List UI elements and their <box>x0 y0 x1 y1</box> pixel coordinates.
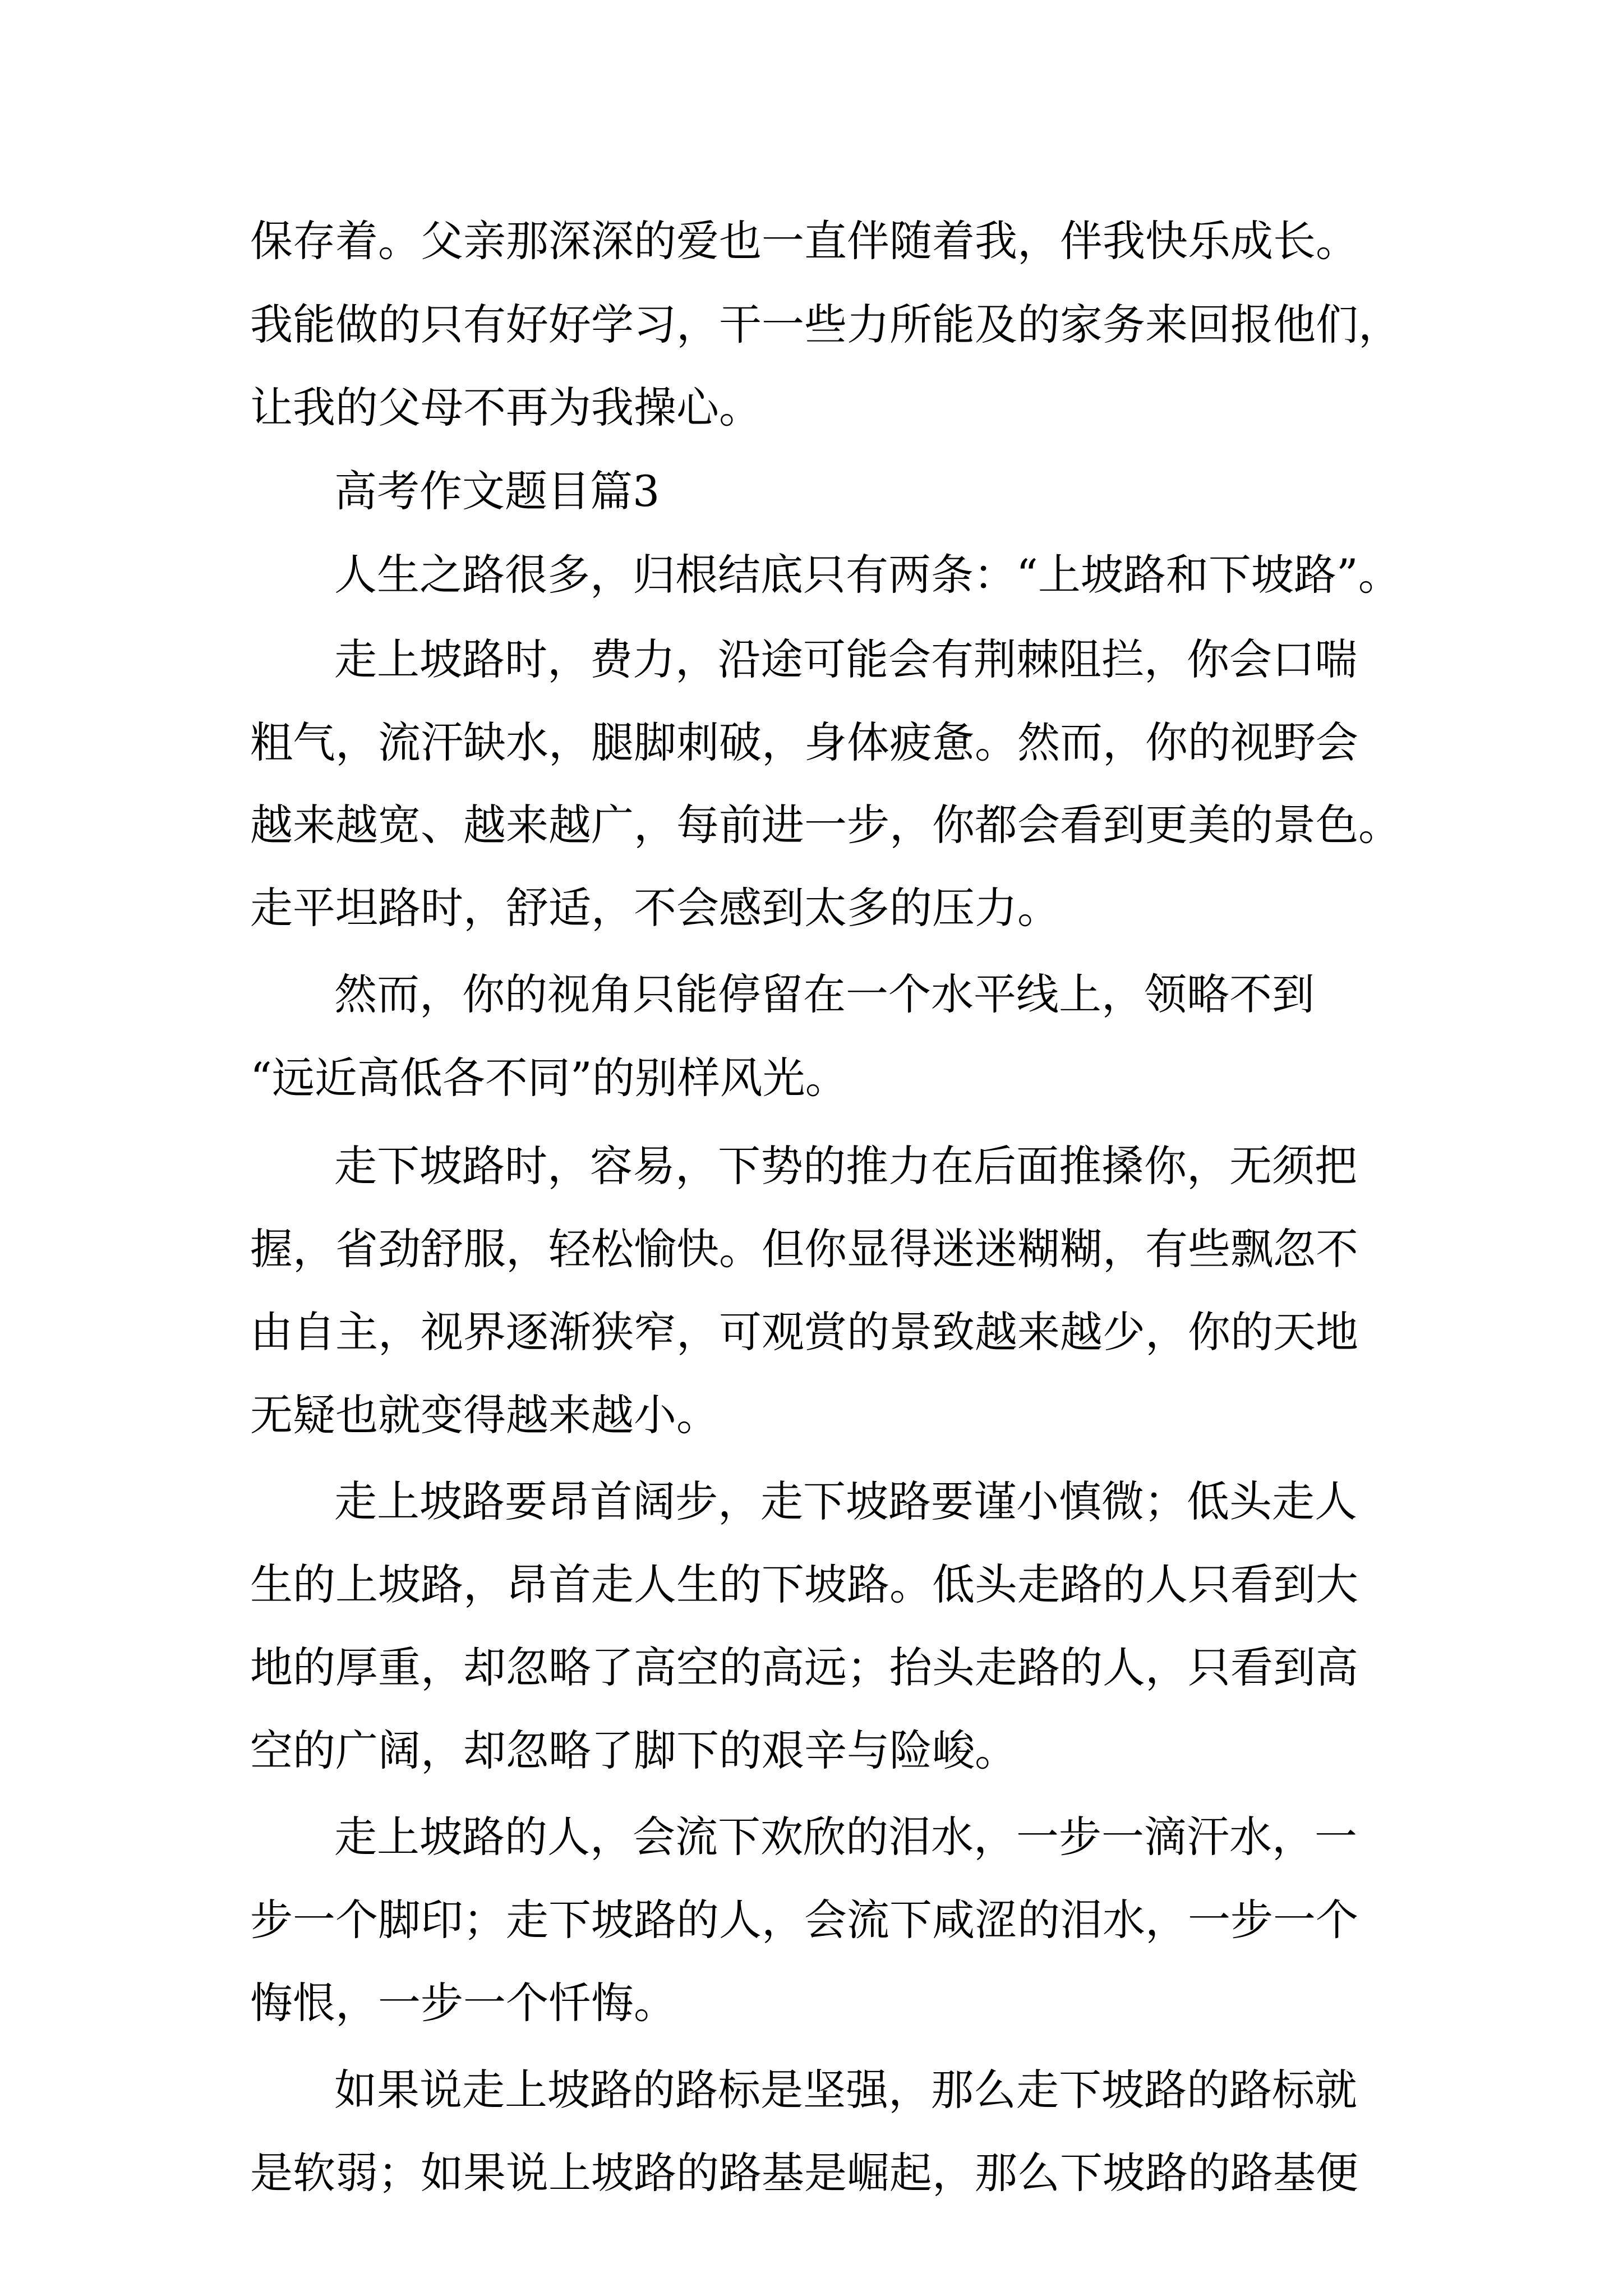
text-line: 保存着。父亲那深深的爱也一直伴随着我，伴我快乐成长。 <box>250 216 1358 266</box>
text-line: 空的广阔，却忽略了脚下的艰辛与险峻。 <box>250 1726 1017 1775</box>
text-line: 走平坦路时，舒适，不会感到太多的压力。 <box>250 883 1060 933</box>
text-line: 步一个脚印；走下坡路的人，会流下咸涩的泪水，一步一个 <box>250 1895 1358 1945</box>
text-line: 是软弱；如果说上坡路的路基是崛起，那么下坡路的路基便 <box>250 2148 1358 2198</box>
text-line: 悔恨，一步一个忏悔。 <box>250 1978 676 2028</box>
text-line: 然而，你的视角只能停留在一个水平线上，领略不到 <box>334 969 1315 1019</box>
text-line: 走上坡路要昂首阔步，走下坡路要谨小慎微；低头走人 <box>334 1476 1357 1526</box>
text-line: 由自主，视界逐渐狭窄，可观赏的景致越来越少，你的天地 <box>250 1307 1358 1357</box>
text-line: 生的上坡路，昂首走人生的下坡路。低头走路的人只看到大 <box>250 1559 1358 1609</box>
section-heading: 高考作文题目篇3 <box>334 466 660 516</box>
text-line: 粗气，流汗缺水，腿脚刺破，身体疲惫。然而，你的视野会 <box>250 717 1358 767</box>
text-line: “远近高低各不同”的别样风光。 <box>250 1053 848 1103</box>
text-line: 握，省劲舒服，轻松愉快。但你显得迷迷糊糊，有些飘忽不 <box>250 1224 1358 1274</box>
text-line: 人生之路很多，归根结底只有两条：“上坡路和下坡路”。 <box>334 550 1401 600</box>
text-line: 地的厚重，却忽略了高空的高远；抬头走路的人，只看到高 <box>250 1642 1358 1692</box>
text-line: 越来越宽、越来越广，每前进一步，你都会看到更美的景色。 <box>250 800 1401 850</box>
text-line: 走上坡路时，费力，沿途可能会有荆棘阻拦，你会口喘 <box>334 634 1357 684</box>
text-line: 无疑也就变得越来越小。 <box>250 1390 719 1440</box>
text-line: 走上坡路的人，会流下欢欣的泪水，一步一滴汗水，一 <box>334 1812 1357 1862</box>
text-line: 走下坡路时，容易，下势的推力在后面推搡你，无须把 <box>334 1141 1357 1191</box>
text-line: 如果说走上坡路的路标是坚强，那么走下坡路的路标就 <box>334 2065 1357 2115</box>
text-line: 让我的父母不再为我操心。 <box>250 383 762 432</box>
text-line: 我能做的只有好好学习，干一些力所能及的家务来回报他们， <box>250 300 1401 349</box>
